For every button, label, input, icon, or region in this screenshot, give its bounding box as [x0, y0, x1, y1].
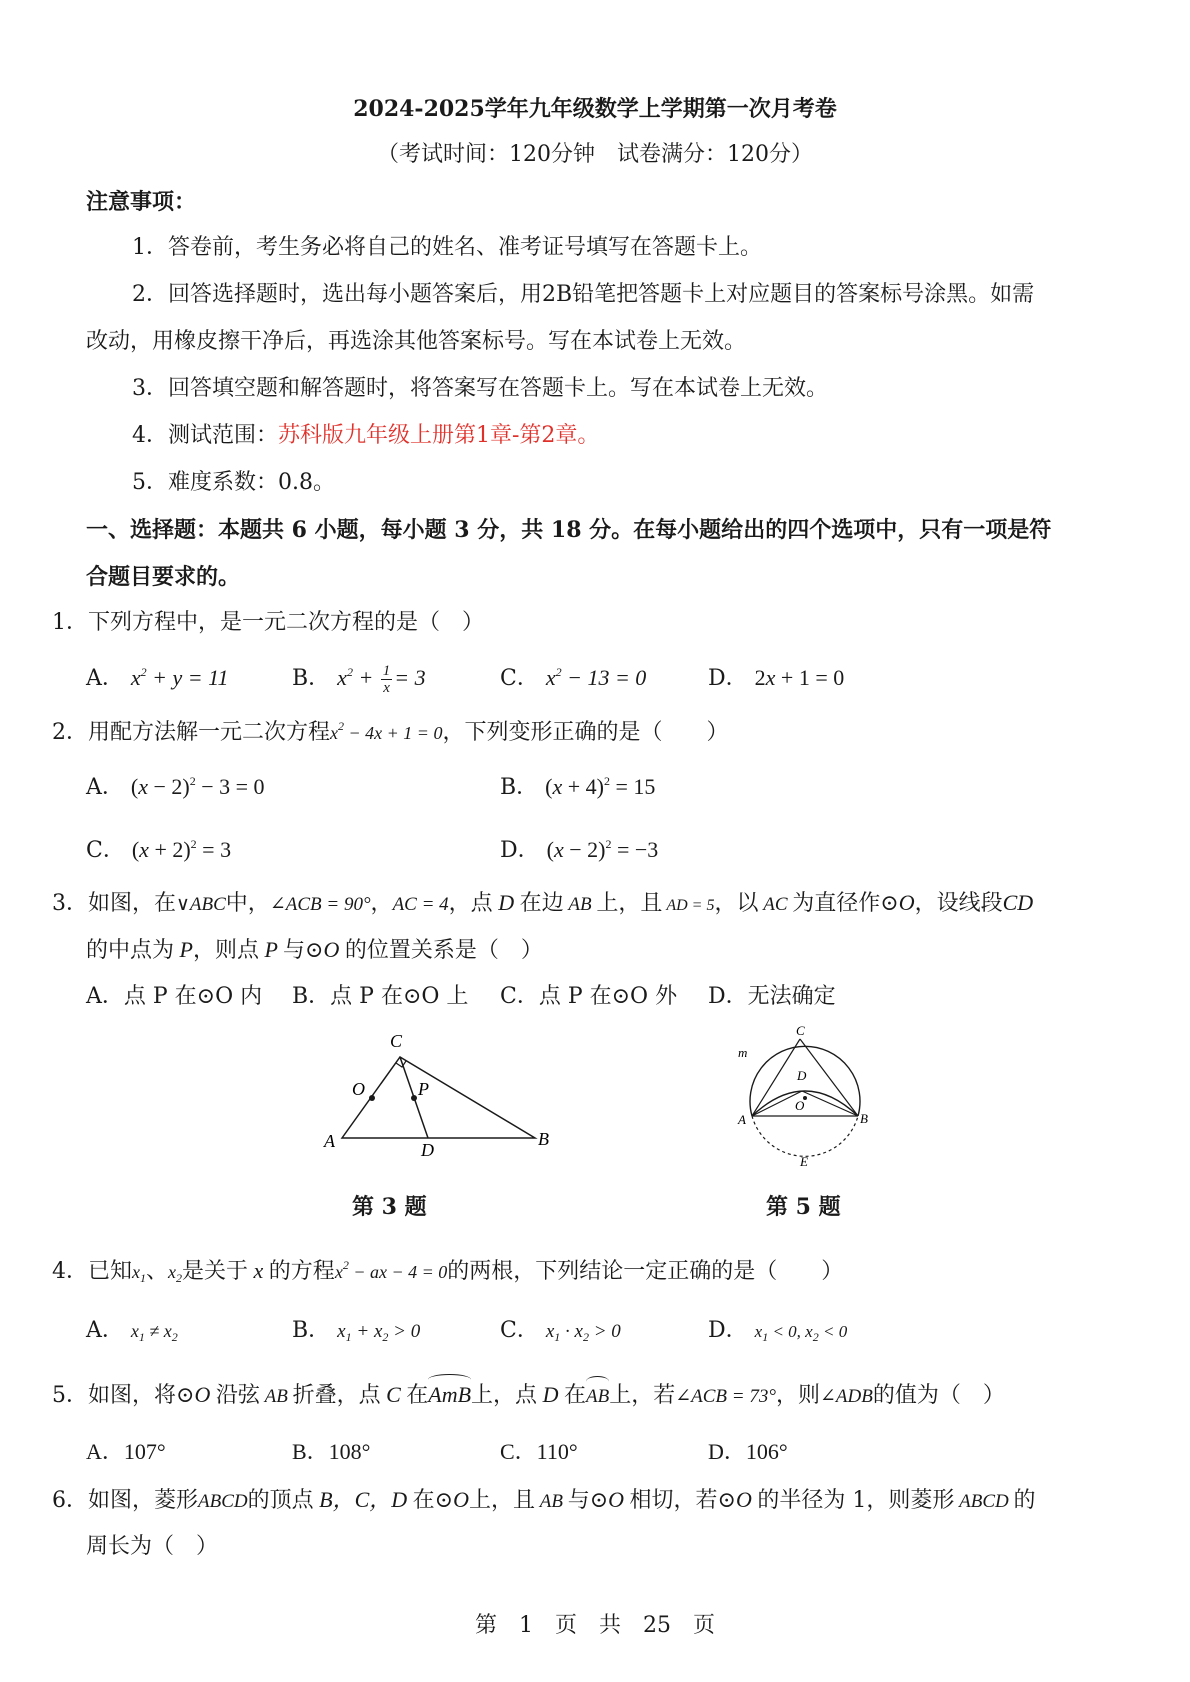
q3-ac: AC = 4	[392, 894, 449, 915]
q1-c-label: C．	[500, 666, 539, 691]
q2-option-c	[86, 835, 231, 866]
q2-b-expr: $(x + 4)^2 = 15$	[545, 774, 656, 799]
q2-option-b	[500, 772, 655, 803]
q6-stem-a: 6．如图，菱形	[52, 1488, 198, 1513]
q5-arc-amb: AmB	[428, 1380, 471, 1410]
q6-stem-b: 的顶点	[247, 1488, 314, 1513]
label-c: C	[390, 1031, 403, 1051]
q2-c-label: C．	[86, 838, 125, 863]
q5-stem-g: 上，若	[609, 1383, 676, 1408]
label-o: O	[795, 1098, 805, 1113]
q4-equation: $x^2$ − ax − 4 = 0	[334, 1258, 448, 1282]
q2-equation: $x^2 - 4x + 1 = 0$	[330, 719, 443, 743]
section1-heading-a: 一、选择题：本题共 6 小题，每小题 3 分，共 18 分。在每小题给出的四个选项中，只有一项是符	[86, 517, 1052, 543]
q3-t3: ，点	[448, 891, 493, 916]
q3-t2: ，	[370, 891, 393, 916]
label-b: B	[538, 1129, 549, 1149]
q3-t1: 中，	[225, 891, 270, 916]
q6-stem-line1	[52, 1485, 1035, 1517]
q6-o2: O	[608, 1487, 630, 1512]
q3-angle: ∠ACB = 90°	[269, 894, 371, 915]
note-item-1: 1．答卷前，考生务必将自己的姓名、准考证号填写在答题卡上。	[132, 235, 762, 260]
q2-d-expr: $(x - 2)^2 = -3$	[546, 837, 659, 862]
q2-a-label: A．	[86, 775, 124, 800]
note-item-4	[132, 421, 599, 451]
q1-option-d	[708, 663, 844, 694]
figure-5-circle	[736, 1024, 876, 1174]
q4-stem-c: 是关于	[182, 1259, 249, 1284]
note-item-3: 3．回答填空题和解答题时，将答案写在答题卡上。写在本试卷上无效。	[132, 376, 828, 401]
q4-option-a	[86, 1316, 178, 1346]
q6-abcd: ABCD	[198, 1491, 248, 1512]
q3-stem-line2	[86, 935, 543, 966]
q4-stem	[52, 1256, 843, 1287]
q2-option-a	[86, 772, 265, 803]
q5-option-d: D．106°	[708, 1439, 788, 1464]
label-a: A	[738, 1112, 746, 1127]
q5-c: C	[380, 1382, 407, 1407]
label-p: P	[418, 1079, 429, 1099]
q5-stem-a: 5．如图，将⊙	[52, 1383, 195, 1408]
q3-line2-d: 的位置关系是（ ）	[344, 938, 543, 963]
q1-a-label: A．	[86, 666, 124, 691]
q2-d-label: D．	[500, 838, 540, 863]
q2-a-expr: $(x - 2)^2 - 3 = 0$	[130, 774, 265, 799]
q4-a-label: A．	[86, 1318, 124, 1343]
figure-3-triangle	[318, 1028, 558, 1163]
q2-option-d	[500, 835, 658, 866]
q5-option-c: C．110°	[500, 1439, 578, 1464]
label-d: D	[797, 1068, 807, 1083]
q4-x1: $x_1$	[132, 1262, 146, 1285]
label-e: E	[800, 1154, 808, 1169]
q4-option-d	[708, 1316, 847, 1347]
q5-angle-acb: ∠ACB = 73°	[675, 1386, 776, 1407]
q4-b-expr: $x_1 + x_2 > 0$	[337, 1321, 421, 1344]
q2-c-expr: $(x + 2)^2 = 3$	[131, 837, 232, 862]
q6-ab: AB	[534, 1491, 568, 1512]
q3-num: 3．如图，在	[52, 891, 176, 916]
q3-cd: CD	[1002, 890, 1034, 915]
q6-stem-f: 相切，若⊙	[629, 1488, 736, 1513]
note-item-4-prefix: 4．测试范围：	[132, 423, 278, 448]
q1-d-expr: 2x + 1 = 0	[754, 665, 845, 690]
q4-c-label: C．	[500, 1318, 539, 1343]
q5-angle-adb: ∠ADB	[819, 1386, 873, 1407]
q1-option-a	[86, 663, 229, 694]
q1-stem: 1．下列方程中，是一元二次方程的是（ ）	[52, 610, 484, 635]
note-item-2b: 改动，用橡皮擦干净后，再选涂其他答案标号。写在本试卷上无效。	[86, 329, 747, 354]
q6-stem-g: 的半径为 1，则菱形	[757, 1488, 955, 1513]
q4-stem-d: 的方程	[268, 1259, 335, 1284]
label-c: C	[796, 1024, 805, 1038]
q3-o: O	[898, 890, 915, 915]
q5-stem-i: 的值为（ ）	[872, 1383, 1005, 1408]
page-footer: 第 1 页 共 25 页	[475, 1613, 715, 1638]
point-o	[369, 1095, 375, 1101]
q5-o: O	[194, 1382, 216, 1407]
q6-bcd: B，C，D	[313, 1487, 413, 1512]
q3-d: D	[492, 890, 520, 915]
q6-o1: O	[453, 1487, 469, 1512]
q3-line2-b: ，则点	[192, 938, 259, 963]
q6-stem-d: 上，且	[468, 1488, 535, 1513]
q4-b-label: B．	[292, 1318, 331, 1343]
q1-a-expr: $x^2 + y = 11$	[130, 665, 229, 690]
q5-d: D	[537, 1382, 564, 1407]
q6-stem-line2: 周长为（ ）	[86, 1534, 219, 1559]
note-item-2a: 2．回答选择题时，选出每小题答案后，用2B铅笔把答题卡上对应题目的答案标号涂黑。如需	[132, 282, 1035, 307]
figure-3-caption: 第 3 题	[352, 1194, 427, 1220]
q1-c-expr: $x^2 - 13 = 0$	[545, 665, 647, 690]
circle-lower-arc-dashed	[752, 1116, 858, 1156]
q6-stem-e: 与⊙	[567, 1488, 609, 1513]
q3-ab: AB	[563, 894, 597, 915]
q6-stem-c: 在⊙	[412, 1488, 454, 1513]
exam-subtitle: （考试时间：120分钟 试卷满分：120分）	[377, 142, 813, 167]
q3-p1: P	[174, 937, 193, 962]
q3-stem-line1	[52, 888, 1033, 921]
q6-abcd2: ABCD	[954, 1491, 1014, 1512]
exam-title: 2024-2025学年九年级数学上学期第一次月考卷	[353, 96, 837, 122]
q5-stem-d: 在	[406, 1383, 429, 1408]
q4-a-expr: $x_1 \ne x_2$	[130, 1321, 178, 1344]
q4-option-b	[292, 1316, 420, 1347]
test-range: 苏科版九年级上册第1章-第2章。	[278, 423, 600, 448]
q3-option-d: D．无法确定	[708, 984, 836, 1009]
q4-c-expr: $x_1 \cdot x_2 > 0$	[545, 1321, 621, 1344]
q3-t6: ，以	[714, 891, 759, 916]
point-p	[411, 1095, 417, 1101]
q1-option-c	[500, 663, 646, 694]
q2-stem-a: 2．用配方法解一元二次方程	[52, 720, 330, 745]
q1-option-b	[292, 663, 426, 696]
q4-x2: $x_2$	[168, 1262, 183, 1285]
label-b: B	[860, 1111, 868, 1126]
q5-option-a: A．107°	[86, 1439, 166, 1464]
q5-arc-ab: AB	[586, 1382, 609, 1412]
q4-d-label: D．	[708, 1318, 748, 1343]
q3-option-c: C．点 P 在⊙O 外	[500, 984, 678, 1009]
q2-stem-b: ，下列变形正确的是（ ）	[442, 720, 729, 745]
q3-ac2: AC	[758, 894, 793, 915]
q5-stem-b: 沿弦	[215, 1383, 260, 1408]
q4-stem-a: 4．已知	[52, 1259, 132, 1284]
q3-t5: 上，且	[596, 891, 663, 916]
q4-stem-b: 、	[146, 1259, 169, 1284]
label-o: O	[352, 1079, 365, 1099]
q6-o3: O	[735, 1487, 758, 1512]
q4-d-expr: $x_1 < 0$, $x_2 < 0$	[754, 1322, 848, 1344]
q5-option-b: B．108°	[292, 1439, 371, 1464]
notes-heading: 注意事项：	[86, 189, 197, 215]
q3-option-b: B．点 P 在⊙O 上	[292, 984, 469, 1009]
q5-stem-f: 在	[563, 1383, 586, 1408]
q5-stem-e: 上，点	[471, 1383, 538, 1408]
q3-triangle: ∨ABC	[176, 894, 226, 915]
label-d: D	[421, 1140, 434, 1160]
q5-stem-h: ，则	[775, 1383, 820, 1408]
section1-heading-b: 合题目要求的。	[86, 564, 241, 590]
q3-line2-c: 与⊙	[283, 938, 324, 963]
q2-stem	[52, 718, 728, 748]
q3-option-a: A．点 P 在⊙O 内	[86, 984, 263, 1009]
q2-b-label: B．	[500, 775, 539, 800]
q6-stem-h: 的	[1013, 1488, 1036, 1513]
q3-o2: O	[323, 937, 345, 962]
q5-ab: AB	[259, 1386, 293, 1407]
label-a: A	[324, 1131, 335, 1151]
q3-t4: 在边	[519, 891, 564, 916]
q1-d-label: D．	[708, 666, 748, 691]
q5-stem	[52, 1380, 1005, 1412]
q5-stem-c: 折叠，点	[292, 1383, 381, 1408]
q3-ad: AD = 5	[662, 897, 715, 914]
q4-option-c	[500, 1316, 621, 1347]
q4-x: x	[248, 1258, 269, 1283]
segment-bc	[800, 1039, 858, 1116]
q1-b-expr: $x^2$ + $\frac{1}{x}$ = 3	[337, 663, 426, 697]
q1-b-label: B．	[292, 666, 331, 691]
label-m: m	[738, 1045, 748, 1060]
q3-t7: 为直径作⊙	[792, 891, 899, 916]
q4-stem-e: 的两根，下列结论一定正确的是（ ）	[447, 1259, 844, 1284]
figure-5-caption: 第 5 题	[766, 1194, 841, 1220]
q3-line2-a: 的中点为	[86, 938, 175, 963]
note-item-5: 5．难度系数：0.8。	[132, 470, 335, 495]
q3-t8: ，设线段	[914, 891, 1003, 916]
segment-bd	[802, 1091, 858, 1116]
q3-p2: P	[258, 937, 284, 962]
